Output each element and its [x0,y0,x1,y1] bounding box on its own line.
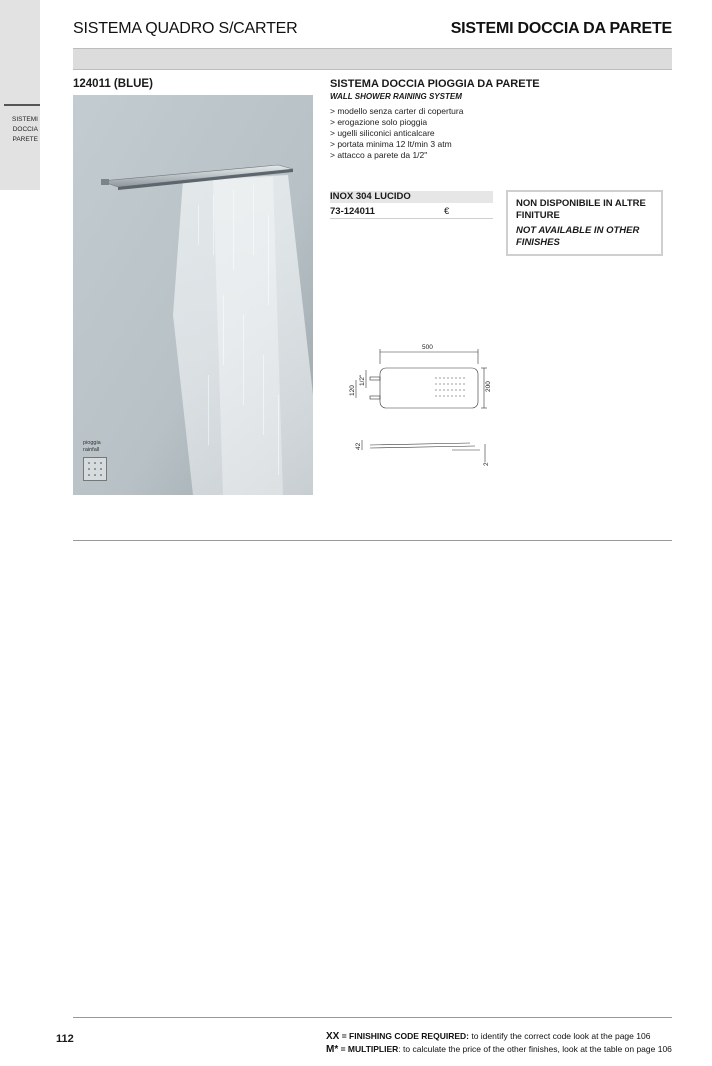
system-subtitle: WALL SHOWER RAINING SYSTEM [330,92,462,101]
footnote-multiplier: M* = MULTIPLIER: to calculate the price of the other finishes, look at the table on page 106 [326,1044,672,1055]
footnote-finishing-code: XX = FINISHING CODE REQUIRED: to identify the correct code look at the page 106 [326,1031,651,1042]
page-category-title: SISTEMI DOCCIA DA PARETE [450,20,672,37]
dim-side: 120 [349,385,356,396]
availability-notice [506,190,663,256]
dim-thread: 1/2" [359,374,366,386]
footer-notes [326,1030,672,1056]
feature-item: > ugelli siliconici anticalcare [330,128,435,138]
dim-height: 200 [485,381,492,392]
technical-drawing [340,340,500,470]
photo-caption: pioggia rainfall [83,440,101,453]
section-tab-line [4,104,40,106]
feature-item: > portata minima 12 lt/min 3 atm [330,139,452,149]
page-section-title: SISTEMA QUADRO S/CARTER [73,20,298,37]
header-band [73,48,672,70]
dim-plate: 2 [483,462,490,466]
feature-list [330,106,463,161]
product-code-title: 124011 (BLUE) [73,78,153,90]
product-photo [73,95,313,495]
availability-english: NOT AVAILABLE IN OTHER FINISHES [516,225,640,248]
feature-item: > modello senza carter di copertura [330,106,464,116]
rainfall-function-icon [83,457,107,481]
section-tab-label: SISTEMI DOCCIA PARETE [11,116,38,143]
availability-italian: NON DISPONIBILE IN ALTRE FINITURE [516,198,646,221]
finish-header: INOX 304 LUCIDO [330,191,493,203]
feature-item: > attacco a parete da 1/2" [330,150,428,160]
article-code: 73-124011 [330,206,375,217]
system-title: SISTEMA DOCCIA PIOGGIA DA PARETE [330,78,540,90]
price-row [330,206,493,219]
feature-item: > erogazione solo pioggia [330,117,428,127]
section-divider [73,540,672,541]
dim-width: 500 [422,344,433,351]
dim-thickness: 42 [355,442,362,450]
currency-symbol: € [444,206,450,217]
page-number: 112 [56,1033,74,1045]
footer-divider [73,1017,672,1018]
section-tab [0,0,40,190]
shower-illustration [73,95,313,495]
